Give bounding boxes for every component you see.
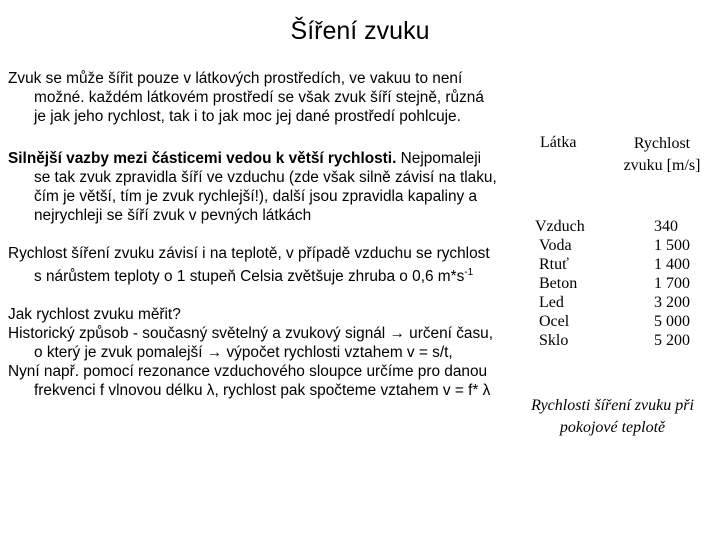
table-cell-speed: 1 500: [654, 237, 690, 254]
resonance-method: Nyní např. pomocí rezonance vzduchového sloupce určíme pro danou frekvenci f vlnovou délku λ, rychlost pak spočteme vztahem v = f* λ: [8, 363, 491, 400]
measurement-question: Jak rychlost zvuku měřit?: [8, 306, 181, 324]
table-cell-speed: 5 200: [654, 332, 690, 349]
table-cell-speed: 1 400: [654, 256, 690, 273]
bonds-statement: Silnější vazby mezi částicemi vedou k větší rychlosti.: [8, 150, 397, 167]
table-cell-material: Beton: [539, 275, 578, 292]
table-cell-material: Vzduch: [535, 218, 585, 235]
paragraph-vacuum: Zvuk se může šířit pouze v látkových prostředích, ve vakuu to není možné. každém látkovém prostředí se však zvuk šíří stejně, různá je jak jeho rychlost, tak i to jak moc jej dané prostředí pohlcuje.: [8, 70, 484, 125]
speed-column: [654, 217, 714, 350]
text-column: [8, 69, 500, 400]
paragraph-temperature: [8, 244, 500, 286]
historical-method: Historický způsob - současný světelný a zvukový signál → určení času, o který je zvuk pomalejší → výpočet rychlosti vztahem v = s/t,: [8, 325, 494, 362]
table-cell-speed: 3 200: [654, 294, 690, 311]
table-header-speed: Rychlost zvuku [m/s]: [623, 135, 701, 174]
material-column: [535, 217, 605, 350]
page-title: Šíření zvuku: [290, 17, 430, 45]
table-cell-speed: 340: [654, 218, 678, 235]
unit-exponent: -1: [464, 267, 474, 278]
table-cell-material: Ocel: [539, 313, 570, 330]
table-cell-material: Led: [539, 294, 564, 311]
table-cell-material: Rtuť: [539, 256, 569, 273]
table-cell-material: Sklo: [539, 332, 569, 349]
table-cell-speed: 5 000: [654, 313, 690, 330]
temperature-text: Rychlost šíření zvuku závisí i na teplotě, v případě vzduchu se rychlost s nárůstem teploty o 1 stupeň Celsia zvětšuje zhruba o 0,6 m*s: [8, 245, 490, 286]
table-cell-material: Voda: [539, 237, 572, 254]
table-caption: Rychlosti šíření zvuku při pokojové teplotě: [531, 397, 694, 436]
paragraph-bonds: [8, 149, 500, 225]
bonds-explanation: Nejpomaleji se tak zvuk zpravidla šíří ve vzduchu (zde však silně závisí na tlaku, čím je větší, tím je zvuk rychlejší!), další jsou zpravidla kapaliny a nejrychleji se šíří zvuk v pevných látkách: [34, 150, 497, 224]
table-cell-speed: 1 700: [654, 275, 690, 292]
table-header-material: Látka: [540, 134, 577, 151]
